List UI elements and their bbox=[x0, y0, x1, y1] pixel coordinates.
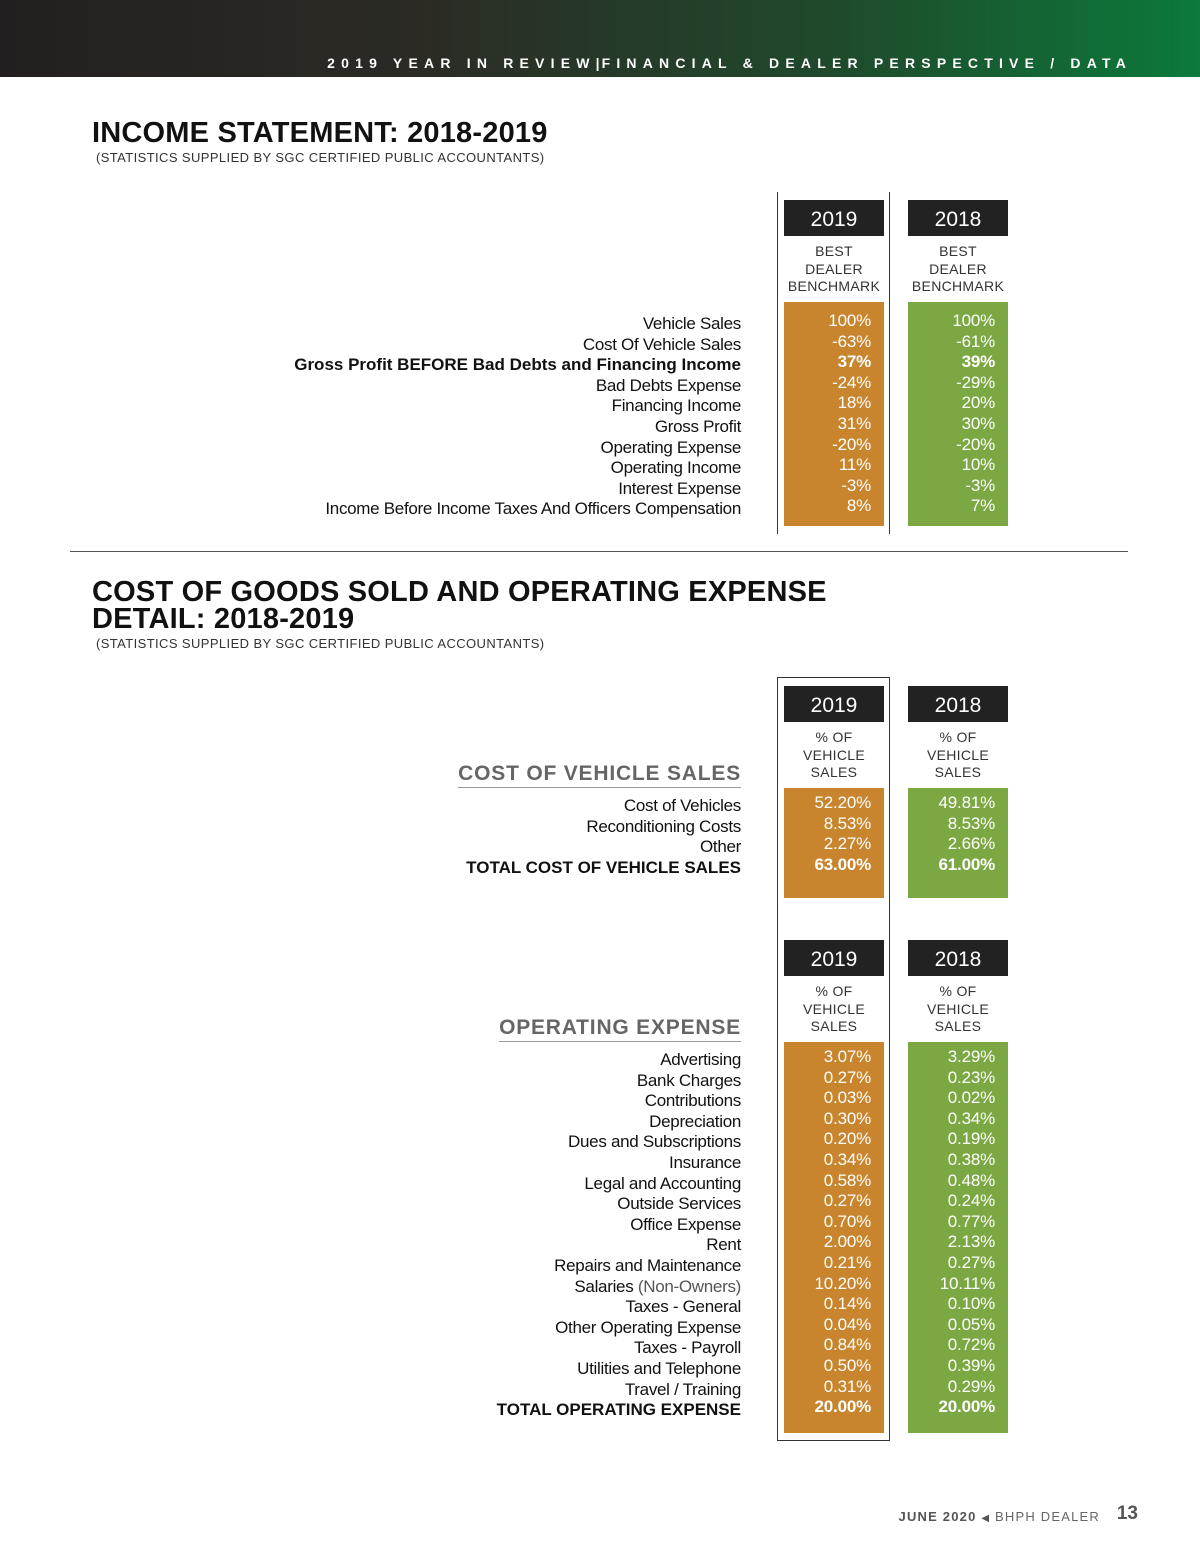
row-label-text: Other Operating Expense bbox=[555, 1317, 741, 1337]
row-label bbox=[660, 1050, 741, 1070]
row-label bbox=[584, 1174, 741, 1194]
row-label-text: TOTAL COST OF VEHICLE SALES bbox=[466, 857, 741, 877]
column-subheader bbox=[784, 983, 884, 1036]
value-2019: 0.14% bbox=[823, 1294, 871, 1314]
column-subheader-line: % OF bbox=[815, 729, 853, 745]
row-label-text: Operating Income bbox=[610, 458, 741, 478]
value-2018: 2.66% bbox=[947, 834, 995, 854]
row-label-text: Repairs and Maintenance bbox=[554, 1256, 741, 1275]
value-2018: 10% bbox=[961, 455, 995, 475]
row-label-text: Income Before Income Taxes And Officers Compensation bbox=[325, 499, 741, 519]
value-2019: 100% bbox=[828, 311, 871, 330]
year-header-2018: 2018 bbox=[908, 200, 1008, 236]
value-2018: 0.10% bbox=[947, 1294, 995, 1314]
value-2018: 0.29% bbox=[947, 1376, 995, 1396]
row-label-suffix: (Non-Owners) bbox=[637, 1276, 741, 1296]
value-2019: 0.03% bbox=[823, 1088, 871, 1108]
page-number: 13 bbox=[1116, 1503, 1138, 1524]
value-2019: 0.34% bbox=[823, 1150, 871, 1169]
value-2018: -3% bbox=[965, 475, 995, 495]
value-2018: 20.00% bbox=[938, 1397, 995, 1417]
value-2019: 52.20% bbox=[814, 793, 871, 812]
row-label bbox=[700, 837, 741, 857]
row-label bbox=[630, 1215, 741, 1235]
row-label-text: Advertising bbox=[660, 1050, 741, 1069]
value-2018: 0.38% bbox=[947, 1150, 995, 1169]
value-2019: 0.27% bbox=[823, 1067, 871, 1087]
value-2018: 10.11% bbox=[939, 1273, 995, 1293]
page-footer bbox=[899, 1509, 1100, 1524]
row-label-text: Cost Of Vehicle Sales bbox=[582, 334, 741, 354]
row-label-text: Bank Charges bbox=[636, 1070, 741, 1090]
row-label-text: Cost of Vehicles bbox=[623, 796, 741, 815]
value-2018: 0.05% bbox=[947, 1314, 995, 1334]
row-label bbox=[574, 1277, 741, 1297]
value-2019: 3.07% bbox=[823, 1047, 871, 1066]
value-2018: 0.19% bbox=[947, 1129, 995, 1149]
column-subheader-line: VEHICLE bbox=[926, 746, 989, 763]
cogs-title-line1: COST OF GOODS SOLD AND OPERATING EXPENSE bbox=[92, 576, 827, 608]
row-label bbox=[466, 858, 741, 878]
footer-publication: BHPH DEALER bbox=[995, 1509, 1100, 1524]
value-2018: -20% bbox=[956, 434, 995, 454]
column-subheader-line: % OF bbox=[939, 983, 977, 999]
row-label bbox=[583, 335, 741, 355]
row-label bbox=[596, 376, 741, 396]
row-label-text: Taxes - General bbox=[625, 1297, 741, 1317]
row-label-text: Operating Expense bbox=[600, 437, 741, 457]
value-2019: -3% bbox=[841, 475, 871, 495]
value-2018: 0.23% bbox=[947, 1067, 995, 1087]
row-label-text: Interest Expense bbox=[618, 478, 741, 498]
value-2019: 0.84% bbox=[823, 1335, 871, 1355]
value-2019: 0.58% bbox=[823, 1170, 871, 1190]
row-label bbox=[626, 1297, 742, 1317]
row-label-text: Travel / Training bbox=[624, 1379, 741, 1399]
value-2018: 61.00% bbox=[938, 854, 995, 874]
column-subheader-line: BENCHMARK bbox=[787, 278, 881, 294]
value-2018: 0.77% bbox=[947, 1211, 995, 1231]
column-subheader-line: VEHICLE bbox=[926, 1000, 989, 1017]
column-subheader-line: VEHICLE bbox=[802, 1000, 865, 1017]
column-subheader bbox=[908, 243, 1008, 296]
column-subheader-line: % OF bbox=[939, 729, 977, 745]
value-2019: 0.20% bbox=[823, 1129, 871, 1149]
row-label bbox=[634, 1338, 741, 1358]
value-2019: 0.27% bbox=[823, 1191, 871, 1211]
row-label-text: Gross Profit bbox=[654, 417, 741, 436]
row-label bbox=[706, 1235, 741, 1255]
value-2019: -63% bbox=[832, 331, 871, 351]
row-label bbox=[586, 817, 741, 837]
year-header-2019: 2019 bbox=[784, 200, 884, 236]
value-2019: 37% bbox=[837, 352, 871, 372]
value-2018: 100% bbox=[952, 311, 995, 330]
value-2018: 0.72% bbox=[947, 1335, 995, 1355]
row-label bbox=[568, 1132, 741, 1152]
value-2019: 2.27% bbox=[823, 834, 871, 854]
value-2018: 0.39% bbox=[947, 1356, 995, 1375]
row-label-text: Bad Debts Expense bbox=[595, 375, 741, 395]
value-2019: -24% bbox=[832, 372, 871, 392]
row-label-text: TOTAL OPERATING EXPENSE bbox=[496, 1400, 741, 1420]
row-label bbox=[669, 1153, 741, 1173]
value-2018: 49.81% bbox=[938, 793, 995, 812]
cogs-title-line2: DETAIL: 2018-2019 bbox=[92, 603, 355, 635]
cost-of-vehicle-sales-heading: COST OF VEHICLE SALES bbox=[458, 762, 741, 788]
row-label bbox=[497, 1400, 741, 1420]
value-2019: 18% bbox=[837, 393, 871, 413]
row-label bbox=[325, 499, 741, 519]
footer-date: JUNE 2020 bbox=[898, 1509, 977, 1524]
row-label bbox=[555, 1318, 741, 1338]
year-header-2018: 2018 bbox=[908, 940, 1008, 976]
value-2019: 63.00% bbox=[814, 854, 871, 874]
value-2018: 0.48% bbox=[947, 1170, 995, 1190]
year-header-2019: 2019 bbox=[784, 940, 884, 976]
value-2019: -20% bbox=[832, 434, 871, 454]
column-subheader bbox=[784, 243, 884, 296]
value-2018: 0.02% bbox=[947, 1088, 995, 1108]
value-2019: 20.00% bbox=[814, 1397, 871, 1417]
row-label bbox=[611, 458, 741, 478]
value-2019: 0.31% bbox=[823, 1376, 871, 1396]
income-title: INCOME STATEMENT: 2018-2019 bbox=[92, 117, 548, 149]
row-label bbox=[645, 1091, 741, 1111]
value-2019: 0.04% bbox=[823, 1314, 871, 1334]
banner-left: 2019 YEAR IN REVIEW bbox=[327, 55, 596, 71]
row-label-text: Legal and Accounting bbox=[584, 1173, 741, 1193]
banner-separator: | bbox=[595, 55, 602, 71]
value-2019: 2.00% bbox=[823, 1232, 871, 1252]
row-label bbox=[618, 479, 741, 499]
row-label bbox=[617, 1194, 741, 1214]
divider-line bbox=[777, 192, 778, 534]
value-2018: 0.24% bbox=[947, 1191, 995, 1211]
row-label bbox=[294, 355, 741, 375]
row-label bbox=[624, 796, 741, 816]
value-2019: 10.20% bbox=[814, 1273, 871, 1293]
column-subheader-line: % OF bbox=[815, 983, 853, 999]
value-2018: 8.53% bbox=[947, 813, 995, 833]
row-label bbox=[637, 1071, 741, 1091]
value-2018: 20% bbox=[961, 393, 995, 413]
row-label bbox=[655, 417, 741, 437]
column-subheader-line: SALES bbox=[810, 1018, 858, 1034]
row-label-text: Gross Profit BEFORE Bad Debts and Financing Income bbox=[294, 355, 741, 375]
value-2018: 0.34% bbox=[947, 1108, 995, 1128]
value-2019: 31% bbox=[837, 414, 871, 433]
row-label bbox=[601, 438, 741, 458]
year-header-2018: 2018 bbox=[908, 686, 1008, 722]
row-label bbox=[625, 1380, 741, 1400]
column-subheader bbox=[908, 729, 1008, 782]
value-2018: 3.29% bbox=[947, 1047, 995, 1066]
column-subheader-line: VEHICLE bbox=[802, 746, 865, 763]
row-label-text: Depreciation bbox=[649, 1111, 741, 1131]
column-subheader-line: BEST bbox=[815, 243, 853, 259]
value-2018: 7% bbox=[970, 496, 995, 516]
row-label-text: Office Expense bbox=[630, 1214, 741, 1234]
section-divider bbox=[70, 551, 1128, 552]
column-subheader-line: BENCHMARK bbox=[911, 278, 1005, 294]
income-subtitle: (STATISTICS SUPPLIED BY SGC CERTIFIED PUBLIC ACCOUNTANTS) bbox=[96, 150, 545, 165]
row-label bbox=[554, 1256, 741, 1276]
row-label-text: Financing Income bbox=[611, 396, 741, 416]
value-2019: 0.30% bbox=[823, 1108, 871, 1128]
year-header-2019: 2019 bbox=[784, 686, 884, 722]
banner-text bbox=[327, 55, 1132, 71]
value-2018: -61% bbox=[956, 331, 995, 351]
column-subheader-line: SALES bbox=[934, 1018, 982, 1034]
operating-expense-heading: OPERATING EXPENSE bbox=[499, 1016, 741, 1042]
row-label bbox=[577, 1359, 741, 1379]
column-subheader-line: BEST bbox=[939, 243, 977, 259]
value-2019: 0.21% bbox=[823, 1253, 871, 1272]
column-subheader bbox=[784, 729, 884, 782]
row-label-text: Outside Services bbox=[617, 1194, 741, 1214]
row-label-text: Utilities and Telephone bbox=[577, 1359, 741, 1378]
divider-line bbox=[889, 192, 890, 534]
column-subheader-line: DEALER bbox=[805, 260, 863, 277]
value-2019: 0.70% bbox=[823, 1211, 871, 1231]
value-2018: 39% bbox=[961, 352, 995, 372]
value-2019: 0.50% bbox=[823, 1356, 871, 1375]
value-2019: 8% bbox=[846, 496, 871, 516]
row-label bbox=[649, 1112, 741, 1132]
row-label-text: Contributions bbox=[644, 1091, 741, 1111]
row-label-text: Salaries bbox=[574, 1276, 634, 1296]
row-label-text: Vehicle Sales bbox=[642, 314, 741, 333]
column-subheader-line: DEALER bbox=[929, 260, 987, 277]
column-subheader-line: SALES bbox=[810, 764, 858, 780]
row-label-text: Insurance bbox=[669, 1153, 741, 1172]
row-label-text: Dues and Subscriptions bbox=[568, 1132, 741, 1152]
row-label-text: Other bbox=[699, 837, 741, 857]
banner-right: FINANCIAL & DEALER PERSPECTIVE / DATA bbox=[601, 55, 1132, 71]
row-label-text: Rent bbox=[706, 1235, 741, 1255]
row-label-text: Taxes - Payroll bbox=[634, 1338, 741, 1358]
column-subheader bbox=[908, 983, 1008, 1036]
cogs-subtitle: (STATISTICS SUPPLIED BY SGC CERTIFIED PUBLIC ACCOUNTANTS) bbox=[96, 636, 545, 651]
caret-left-icon: ◀ bbox=[981, 1513, 991, 1524]
row-label bbox=[643, 314, 741, 334]
header-banner bbox=[0, 0, 1200, 77]
column-subheader-line: SALES bbox=[934, 764, 982, 780]
value-2019: 11% bbox=[838, 455, 871, 475]
row-label bbox=[612, 396, 741, 416]
value-2019: 8.53% bbox=[823, 813, 871, 833]
value-2018: 2.13% bbox=[947, 1232, 995, 1252]
row-label-text: Reconditioning Costs bbox=[586, 816, 741, 836]
value-2018: -29% bbox=[956, 372, 995, 392]
value-2018: 0.27% bbox=[947, 1253, 995, 1272]
value-2018: 30% bbox=[961, 414, 995, 433]
